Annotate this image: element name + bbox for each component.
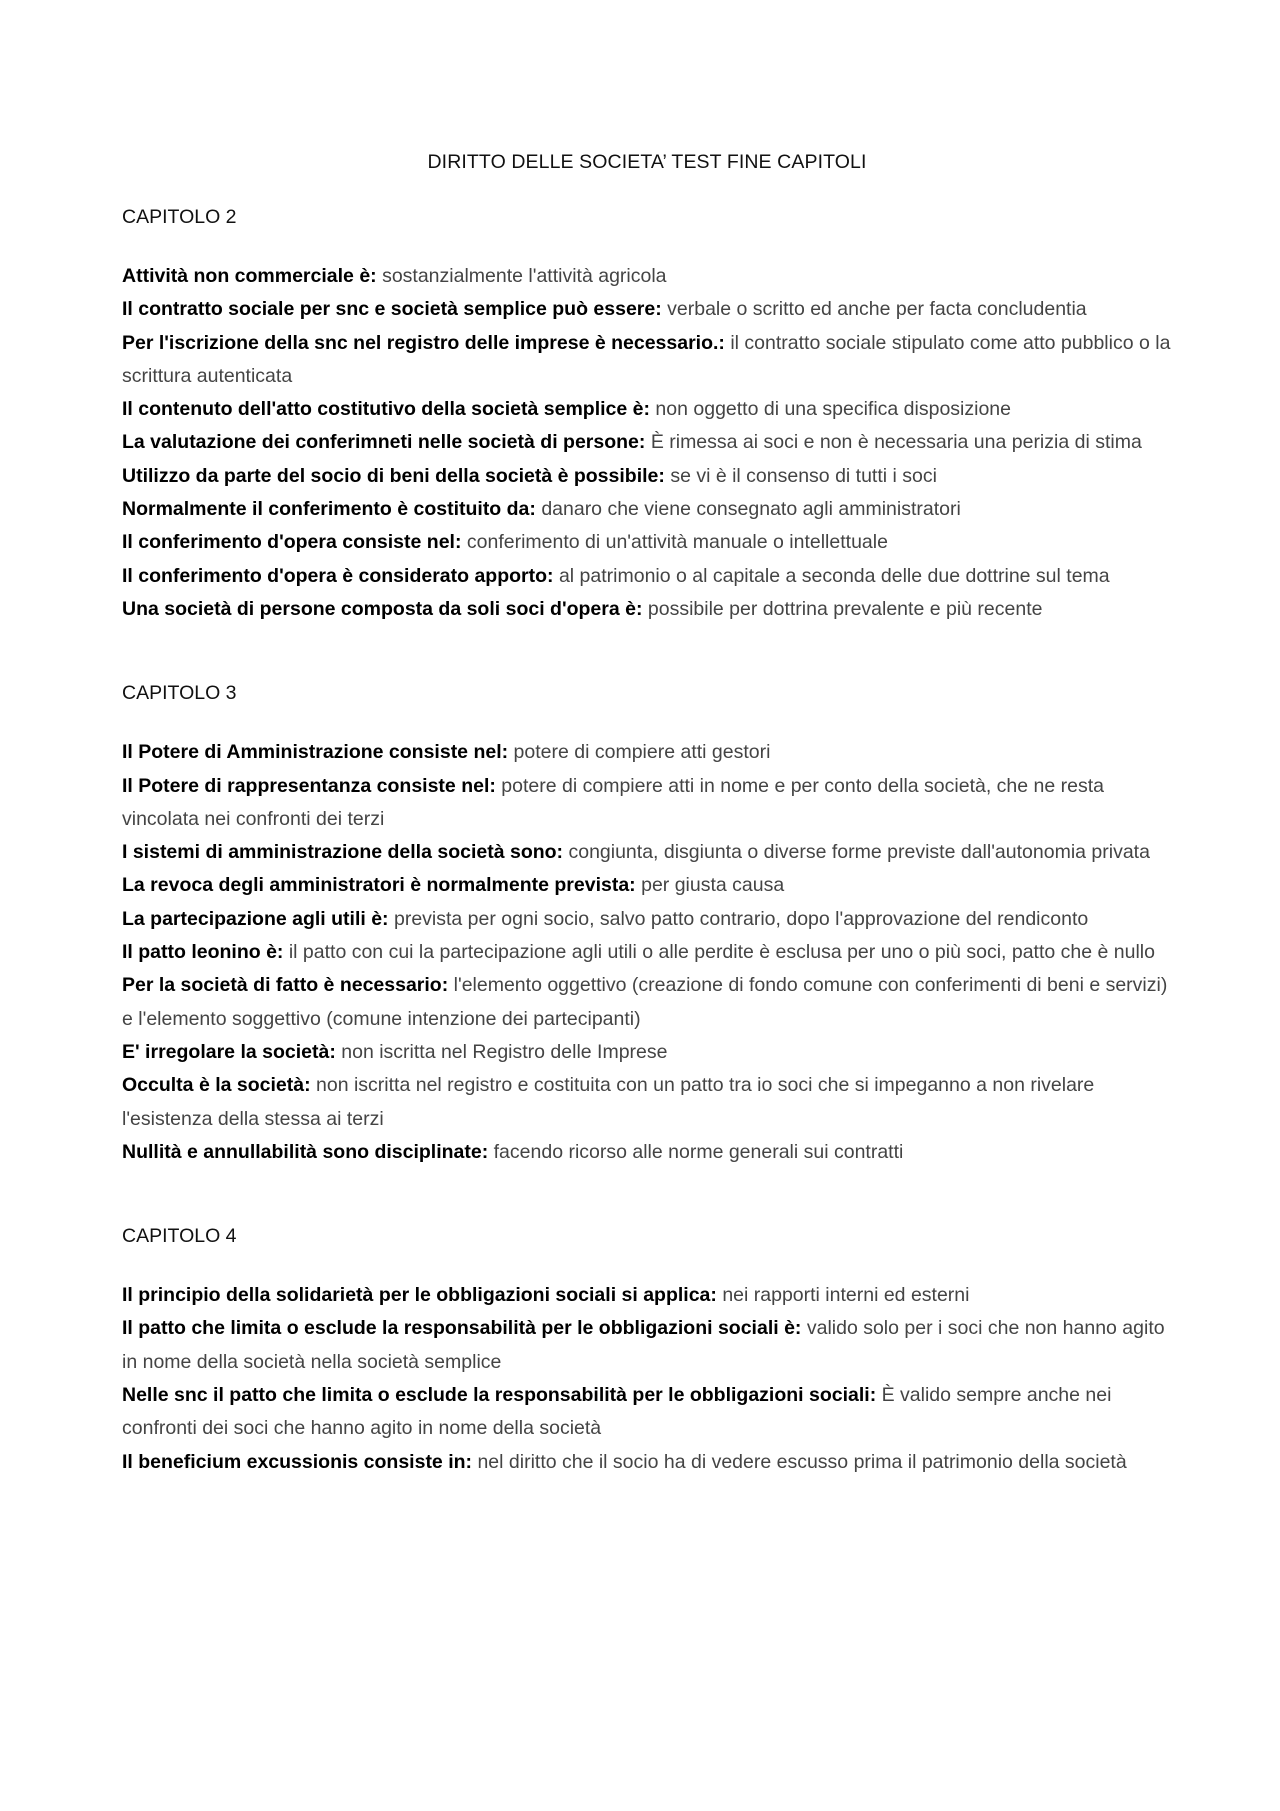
chapter-2	[122, 205, 1172, 626]
chapter-3	[122, 681, 1172, 1169]
chapter-heading: CAPITOLO 4	[122, 1225, 237, 1248]
question: Il Potere di Amministrazione consiste nel:	[122, 741, 509, 764]
answer: valido solo per i soci che non hanno agito in nome della società nella società semplice	[122, 1317, 1165, 1373]
document-title: DIRITTO DELLE SOCIETA’ TEST FINE CAPITOLI	[427, 151, 867, 173]
answer: È rimessa ai soci e non è necessaria una perizia di stima	[650, 431, 1142, 454]
qa-item	[122, 1312, 1172, 1379]
question: Attività non commerciale è:	[122, 265, 377, 287]
question: Occulta è la società:	[122, 1074, 311, 1097]
qa-item	[122, 936, 1172, 969]
chapter-heading: CAPITOLO 2	[122, 206, 237, 228]
qa-item	[122, 903, 1172, 936]
qa-item	[122, 393, 1172, 426]
answer: il patto con cui la partecipazione agli utili o alle perdite è esclusa per uno o più soci, patto che è nullo	[288, 941, 1155, 964]
chapter-heading: CAPITOLO 3	[122, 682, 237, 705]
answer: possibile per dottrina prevalente e più recente	[647, 597, 1043, 620]
qa-item	[122, 327, 1172, 394]
qa-item	[122, 969, 1172, 1036]
answer: facendo ricorso alle norme generali sui contratti	[493, 1140, 904, 1163]
question: Per la società di fatto è necessario:	[122, 974, 449, 997]
qa-item	[122, 1379, 1172, 1446]
question: Il conferimento d'opera consiste nel:	[122, 531, 462, 554]
qa-item	[122, 560, 1172, 593]
question: Nelle snc il patto che limita o esclude la responsabilità per le obbligazioni sociali:	[122, 1384, 877, 1407]
question: Una società di persone composta da soli soci d'opera è:	[122, 597, 643, 620]
qa-item	[122, 260, 1172, 293]
answer: sostanzialmente l'attività agricola	[382, 265, 667, 287]
question: La partecipazione agli utili è:	[122, 907, 389, 930]
question: E' irregolare la società:	[122, 1040, 336, 1063]
qa-item	[122, 736, 1172, 769]
qa-item	[122, 293, 1172, 326]
chapter-4	[122, 1224, 1172, 1479]
answer: verbale o scritto ed anche per facta concludentia	[667, 298, 1087, 321]
qa-item	[122, 460, 1172, 493]
answer: non iscritta nel registro e costituita con un patto tra io soci che si impeganno a non rivelare l'esistenza della stessa ai terzi	[122, 1074, 1095, 1130]
answer: il contratto sociale stipulato come atto pubblico o la scrittura autenticata	[122, 331, 1171, 387]
answer: potere di compiere atti in nome e per conto della società, che ne resta vincolata nei confronti dei terzi	[122, 774, 1104, 830]
qa-item	[122, 493, 1172, 526]
answer: non iscritta nel Registro delle Imprese	[341, 1040, 668, 1063]
answer: nel diritto che il socio ha di vedere escusso prima il patrimonio della società	[477, 1450, 1127, 1473]
qa-list	[122, 260, 1172, 626]
qa-list	[122, 736, 1172, 1169]
answer: potere di compiere atti gestori	[513, 741, 771, 764]
question: Il patto che limita o esclude la responsabilità per le obbligazioni sociali è:	[122, 1317, 802, 1340]
answer: prevista per ogni socio, salvo patto contrario, dopo l'approvazione del rendiconto	[393, 907, 1089, 930]
answer: congiunta, disgiunta o diverse forme previste dall'autonomia privata	[568, 841, 1150, 864]
qa-item	[122, 593, 1172, 626]
qa-item	[122, 770, 1172, 837]
answer: conferimento di un'attività manuale o intellettuale	[466, 531, 888, 554]
question: Nullità e annullabilità sono disciplinate:	[122, 1140, 489, 1163]
qa-item	[122, 526, 1172, 559]
question: Il principio della solidarietà per le obbligazioni sociali si applica:	[122, 1284, 717, 1307]
question: Il contenuto dell'atto costitutivo della società semplice è:	[122, 398, 650, 421]
qa-item	[122, 1279, 1172, 1312]
question: Utilizzo da parte del socio di beni della società è possibile:	[122, 464, 665, 487]
qa-list	[122, 1279, 1172, 1479]
qa-item	[122, 426, 1172, 459]
question: Il patto leonino è:	[122, 941, 284, 964]
question: La valutazione dei conferimneti nelle società di persone:	[122, 431, 646, 454]
qa-item	[122, 1036, 1172, 1069]
question: Per l'iscrizione della snc nel registro delle imprese è necessario.:	[122, 331, 725, 354]
answer: l'elemento oggettivo (creazione di fondo comune con conferimenti di beni e servizi) e l'elemento soggettivo (comune intenzione dei partecipanti)	[122, 974, 1168, 1030]
qa-item	[122, 1069, 1172, 1136]
question: Il contratto sociale per snc e società semplice può essere:	[122, 298, 662, 321]
answer: danaro che viene consegnato agli amministratori	[541, 498, 961, 521]
question: Normalmente il conferimento è costituito da:	[122, 498, 536, 521]
answer: se vi è il consenso di tutti i soci	[670, 464, 937, 487]
qa-item	[122, 869, 1172, 902]
question: La revoca degli amministratori è normalmente prevista:	[122, 874, 636, 897]
answer: nei rapporti interni ed esterni	[722, 1284, 970, 1307]
question: I sistemi di amministrazione della società sono:	[122, 841, 564, 864]
qa-item	[122, 836, 1172, 869]
qa-item	[122, 1136, 1172, 1169]
qa-item	[122, 1446, 1172, 1479]
document-page	[122, 150, 1172, 1534]
question: Il conferimento d'opera è considerato apporto:	[122, 564, 554, 587]
answer: non oggetto di una specifica disposizione	[655, 398, 1012, 421]
question: Il Potere di rappresentanza consiste nel:	[122, 774, 496, 797]
answer: per giusta causa	[641, 874, 785, 897]
question: Il beneficium excussionis consiste in:	[122, 1450, 473, 1473]
answer: È valido sempre anche nei confronti dei soci che hanno agito in nome della società	[122, 1384, 1112, 1440]
answer: al patrimonio o al capitale a seconda delle due dottrine sul tema	[558, 564, 1110, 587]
